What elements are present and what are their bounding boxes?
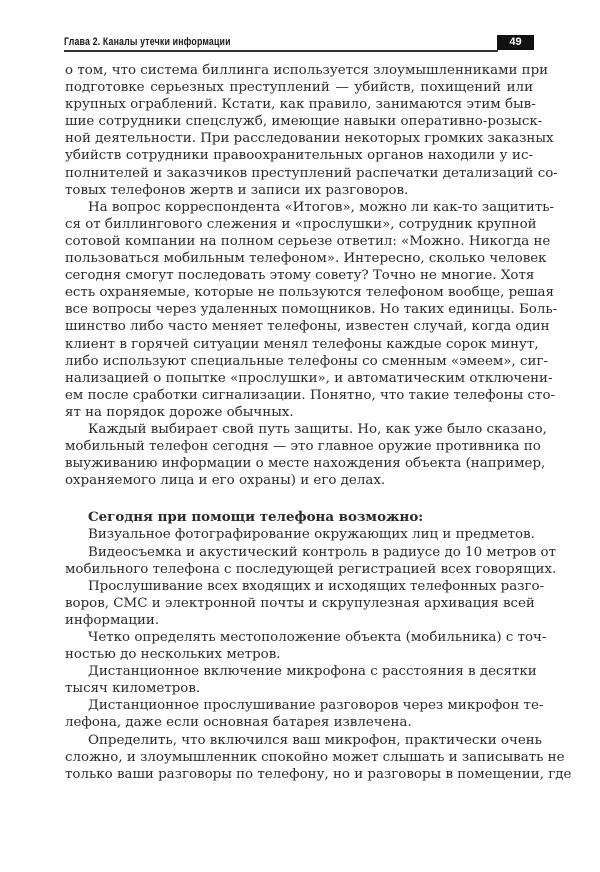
list-item <box>65 526 533 543</box>
text-line: ной деятельности. При расследовании некоторых громких заказных <box>65 131 554 147</box>
running-header <box>64 35 534 51</box>
text-line: пользоваться мобильным телефоном». Интересно, сколько человек <box>65 251 547 267</box>
text-line: воров, СМС и электронной почты и скрупулезная архивация всей <box>65 595 535 611</box>
text-line: убийств сотрудники правоохранительных органов находили у ис- <box>65 148 533 164</box>
text-line: сотовой компании на полном серьезе ответил: «Можно. Никогда не <box>65 233 551 249</box>
text-line: ностью до нескольких метров. <box>65 647 281 663</box>
list-item <box>65 578 545 629</box>
text-line: все вопросы через удаленных помощников. Но таких единицы. Боль- <box>65 302 558 318</box>
text-line: только ваши разговоры по телефону, но и разговоры в помещении, где <box>65 766 572 782</box>
paragraph <box>65 421 547 489</box>
text-line: клиент в горячей ситуации менял телефоны каждые сорок минут, <box>65 336 539 352</box>
list-item <box>65 732 572 783</box>
list-item <box>65 663 537 697</box>
text-line: Определить, что включился ваш микрофон, практически очень <box>88 732 542 748</box>
text-line: информации. <box>65 612 160 628</box>
text-line: Видеосъемка и акустический контроль в радиусе до 10 метров от <box>88 544 556 560</box>
text-line: ем после сработки сигнализации. Понятно, что такие телефоны сто- <box>65 387 556 403</box>
text-line: крупных ограблений. Кстати, как правило, занимаются этим быв- <box>65 97 536 113</box>
text-line: тысяч километров. <box>65 681 201 697</box>
text-line: Прослушивание всех входящих и исходящих телефонных разго- <box>88 578 545 594</box>
text-line: либо используют специальные телефоны со сменным «эмеем», сиг- <box>65 353 548 369</box>
list-heading: Сегодня при помощи телефона возможно: <box>88 509 424 526</box>
text-line: есть охраняемые, которые не пользуются телефоном вообще, решая <box>65 285 554 301</box>
paragraph <box>65 199 558 421</box>
text-line: подготовке серьезных преступлений — убийств, похищений или <box>65 80 533 96</box>
text-line: охраняемого лица и его охраны) и его делах. <box>65 473 386 489</box>
text-line: шинство либо часто меняет телефоны, известен случай, когда один <box>65 319 550 335</box>
text-line: лефона, даже если основная батарея извлечена. <box>65 715 412 731</box>
section-spacer <box>65 489 533 509</box>
text-line: Каждый выбирает свой путь защиты. Но, как уже было сказано, <box>88 421 547 437</box>
text-line: Дистанционное включение микрофона с расстояния в десятки <box>88 664 537 680</box>
text-line: Четко определять местоположение объекта (мобильника) с точ- <box>88 630 547 645</box>
text-line: ся от биллингового слежения и «прослушки», сотрудник крупной <box>65 216 537 232</box>
text-line: товых телефонов жертв и записи их разговоров. <box>65 182 409 198</box>
page-number: 49 <box>497 35 534 50</box>
list-item <box>65 629 547 663</box>
text-line: мобильного телефона с последующей регистрацией всех говорящих. <box>65 561 557 577</box>
text-line: сегодня смогут последовать этому совету? Точно не многие. Хотя <box>65 268 535 284</box>
chapter-title: Глава 2. Каналы утечки информации <box>64 36 231 48</box>
text-line: сложно, и злоумышленник спокойно может слышать и записывать не <box>65 749 565 765</box>
text-line: о том, что система биллинга используется злоумышленниками при <box>65 63 549 78</box>
text-line: Дистанционное прослушивание разговоров через микрофон те- <box>88 698 544 714</box>
text-line: шие сотрудники спецслужб, имеющие навыки оперативно-розыск- <box>65 114 543 130</box>
text-line: нализацией о попытке «прослушки», и автоматическим отключени- <box>65 370 553 386</box>
text-line: На вопрос корреспондента «Итогов», можно ли как-то защитить- <box>88 199 555 215</box>
list-item <box>65 697 544 731</box>
text-line: ят на порядок дороже обычных. <box>65 404 294 420</box>
header-rule <box>64 50 498 52</box>
text-line: выуживанию информации о месте нахождения объекта (например, <box>65 456 546 472</box>
body-text <box>65 62 572 783</box>
list-item <box>65 544 557 578</box>
text-line: мобильный телефон сегодня — это главное оружие противника по <box>65 439 541 455</box>
text-line: Визуальное фотографирование окружающих лиц и предметов. <box>88 527 535 543</box>
text-line: полнителей и заказчиков преступлений распечатки детализаций со- <box>65 165 558 181</box>
paragraph <box>65 62 558 199</box>
